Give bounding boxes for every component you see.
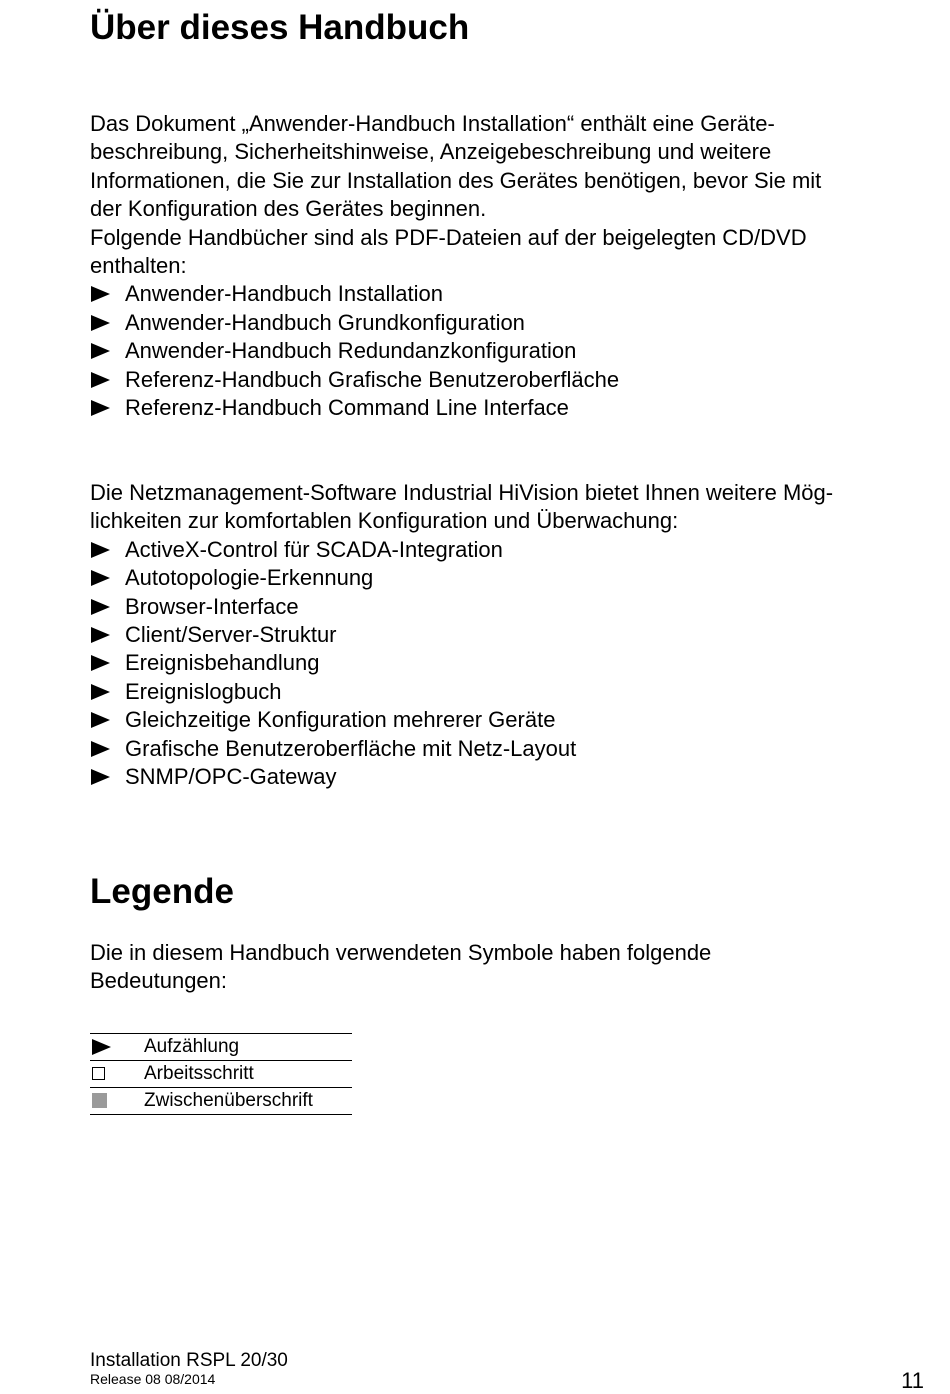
open-square-icon — [92, 1067, 105, 1080]
table-row — [90, 1061, 352, 1088]
list-item-label: Autotopologie-Erkennung — [125, 565, 374, 591]
section-title-about: Über dieses Handbuch — [90, 8, 470, 47]
triangle-bullet-icon — [91, 372, 110, 388]
list-item — [90, 649, 935, 677]
legend-symbol-cell — [90, 1034, 144, 1061]
list-item — [90, 394, 935, 422]
triangle-bullet-icon — [91, 599, 110, 615]
list-item-label: Anwender-Handbuch Grundkonfiguration — [125, 309, 525, 335]
text-line: Folgende Handbücher sind als PDF-Dateien auf der beigelegten CD/DVD — [90, 224, 807, 250]
legend-symbol-cell — [90, 1061, 144, 1088]
list-item — [90, 536, 935, 564]
table-row — [90, 1034, 352, 1061]
triangle-bullet-icon — [91, 655, 110, 671]
list-item — [90, 735, 935, 763]
text-line: Die Netzmanagement-Software Industrial HiVision bietet Ihnen weitere Mög- — [90, 480, 834, 505]
legend-symbol-cell — [90, 1088, 144, 1115]
list-item — [90, 763, 935, 791]
software-features — [90, 479, 935, 791]
text-line: beschreibung, Sicherheitshinweise, Anzeigebeschreibung und weitere — [90, 139, 772, 165]
text-line: Bedeutungen: — [90, 968, 228, 994]
list-item-label: SNMP/OPC-Gateway — [125, 763, 337, 789]
list-item — [90, 564, 935, 592]
list-item — [90, 678, 935, 706]
list-item-label: Anwender-Handbuch Redundanzkonfiguration — [125, 338, 577, 364]
list-item — [90, 309, 935, 337]
triangle-bullet-icon — [91, 570, 110, 586]
list-item — [90, 280, 935, 308]
legend-table — [90, 1033, 352, 1115]
list-item-label: Gleichzeitige Konfiguration mehrerer Geräte — [125, 707, 556, 733]
triangle-bullet-icon — [91, 343, 110, 359]
list-item-label: Browser-Interface — [125, 593, 299, 619]
list-item — [90, 593, 935, 621]
triangle-bullet-icon — [91, 769, 110, 785]
legend-label: Zwischenüberschrift — [144, 1090, 313, 1111]
list-item — [90, 366, 935, 394]
manuals-list — [90, 280, 935, 422]
triangle-bullet-icon — [91, 286, 110, 302]
features-list — [90, 536, 935, 792]
footer — [90, 1351, 288, 1387]
text-line: lichkeiten zur komfortablen Konfiguration und Überwachung: — [90, 508, 679, 534]
list-item-label: Referenz-Handbuch Grafische Benutzeroberfläche — [125, 366, 620, 392]
footer-release: Release 08 08/2014 — [90, 1371, 216, 1387]
table-row — [90, 1088, 352, 1115]
triangle-bullet-icon — [91, 315, 110, 331]
text-line: Informationen, die Sie zur Installation des Gerätes benötigen, bevor Sie mit — [90, 167, 822, 193]
list-item-label: Ereignislogbuch — [125, 678, 282, 704]
list-item-label: Grafische Benutzeroberfläche mit Netz-Layout — [125, 735, 577, 761]
list-item-label: ActiveX-Control für SCADA-Integration — [125, 536, 503, 562]
about-intro — [90, 110, 935, 422]
triangle-bullet-icon — [91, 712, 110, 728]
list-item — [90, 337, 935, 365]
triangle-bullet-icon — [91, 542, 110, 558]
list-item-label: Client/Server-Struktur — [125, 621, 337, 647]
triangle-bullet-icon — [91, 627, 110, 643]
gray-square-icon — [92, 1093, 107, 1108]
triangle-bullet-icon — [91, 684, 110, 700]
text-line: enthalten: — [90, 253, 187, 279]
legend-intro — [90, 939, 935, 996]
section-title-legend: Legende — [90, 872, 234, 911]
list-item — [90, 706, 935, 734]
text-line: Das Dokument „Anwender-Handbuch Installation“ enthält eine Geräte- — [90, 111, 775, 136]
text-line: Die in diesem Handbuch verwendeten Symbole haben folgende — [90, 940, 712, 965]
triangle-bullet-icon — [91, 400, 110, 416]
legend-label: Aufzählung — [144, 1036, 240, 1057]
footer-doc-title: Installation RSPL 20/30 — [90, 1350, 288, 1371]
list-item-label: Ereignisbehandlung — [125, 650, 320, 676]
triangle-bullet-icon — [92, 1039, 111, 1055]
list-item — [90, 621, 935, 649]
list-item-label: Anwender-Handbuch Installation — [125, 281, 443, 307]
list-item-label: Referenz-Handbuch Command Line Interface — [125, 395, 569, 420]
text-line: der Konfiguration des Gerätes beginnen. — [90, 196, 487, 222]
legend-label: Arbeitsschritt — [144, 1063, 254, 1084]
page-number: 11 — [901, 1368, 924, 1393]
triangle-bullet-icon — [91, 741, 110, 757]
